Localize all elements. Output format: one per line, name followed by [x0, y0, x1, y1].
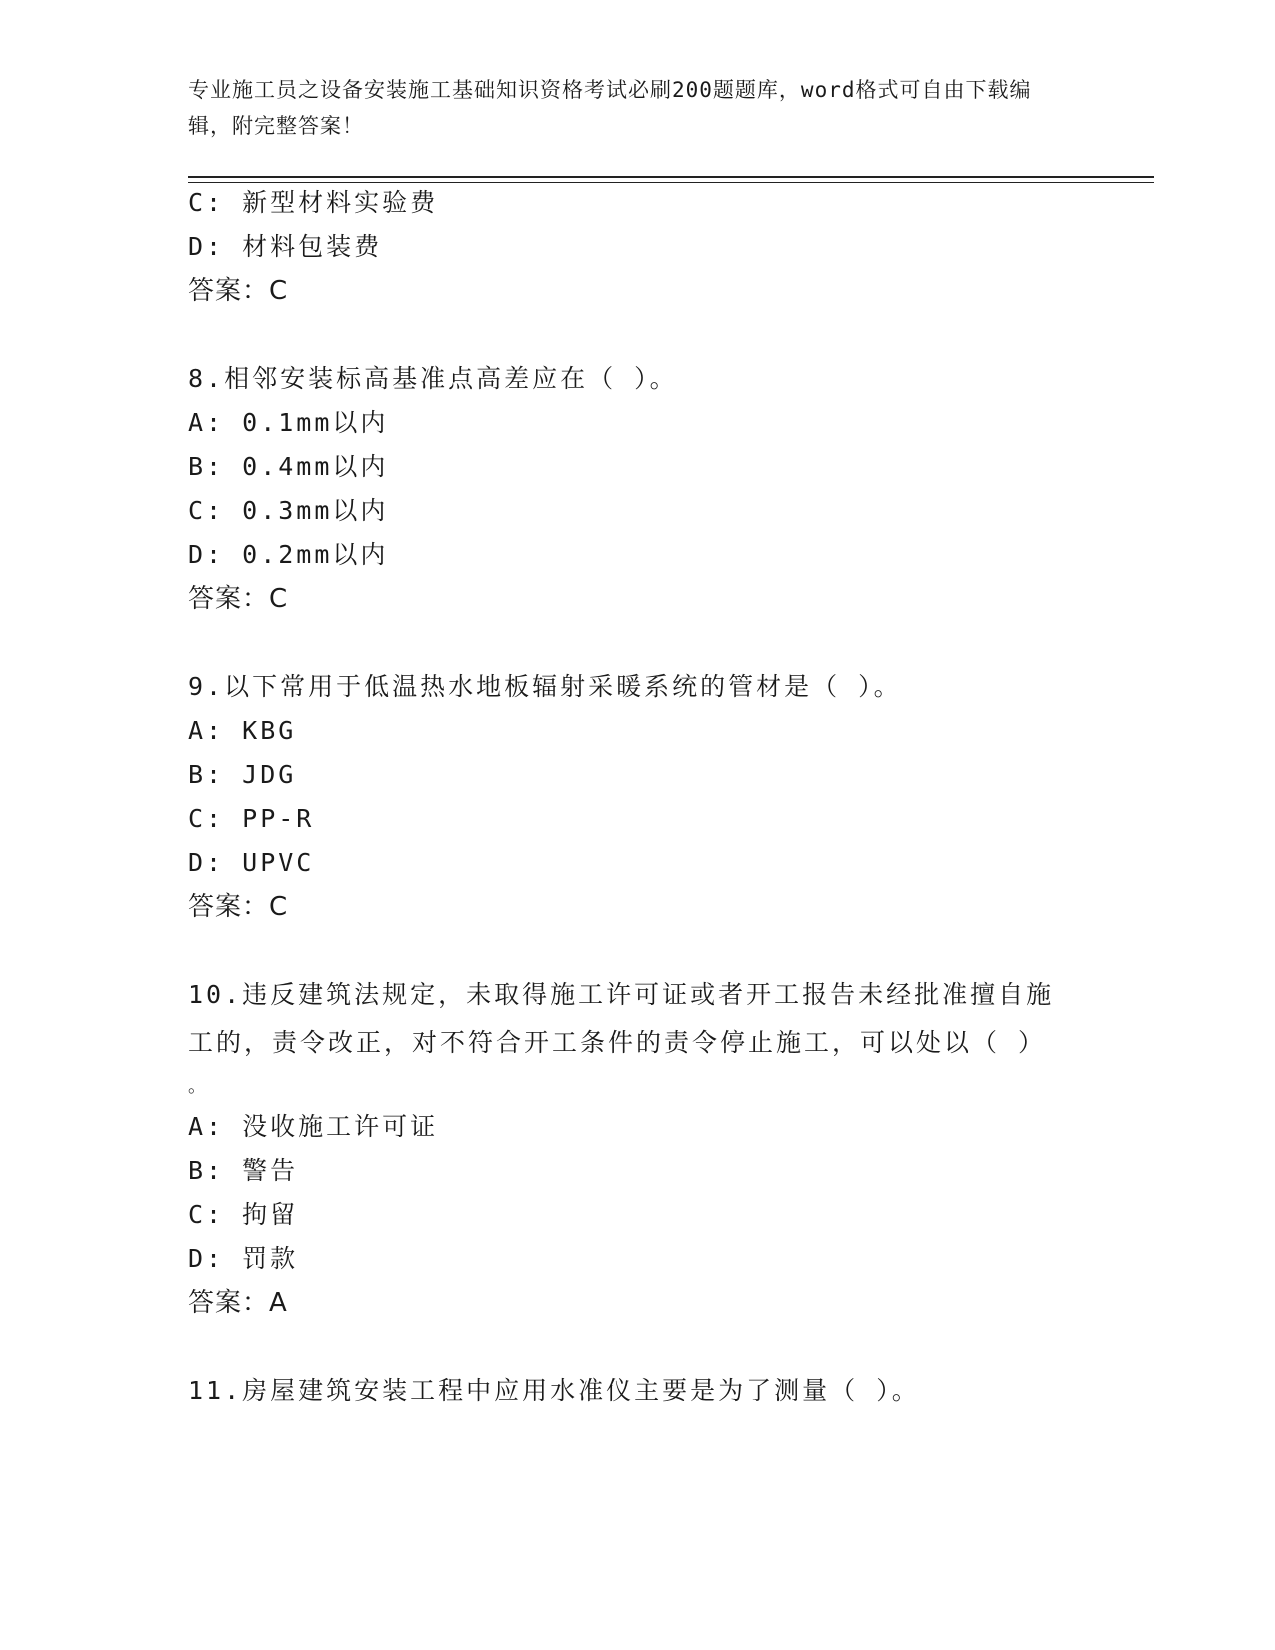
question-10-option-b: B: 警告: [188, 1156, 299, 1185]
question-9-stem: 9.以下常用于低温热水地板辐射采暖系统的管材是（ ）。: [188, 672, 902, 701]
question-9-option-d: D: UPVC: [188, 848, 315, 877]
question-9-answer: 答案：C: [188, 892, 289, 922]
header-divider-thick: [188, 176, 1154, 178]
answer-label: 答案：C: [188, 276, 289, 306]
question-9-option-c: C: PP-R: [188, 804, 315, 833]
question-10-stem-line-1: 10.违反建筑法规定，未取得施工许可证或者开工报告未经批准擅自施: [188, 980, 1055, 1009]
question-10-option-c: C: 拘留: [188, 1200, 299, 1229]
question-10-answer: 答案：A: [188, 1288, 288, 1318]
question-8-stem: 8.相邻安装标高基准点高差应在（ ）。: [188, 364, 678, 393]
question-11-stem: 11.房屋建筑安装工程中应用水准仪主要是为了测量（ ）。: [188, 1376, 920, 1405]
question-10-option-a: A: 没收施工许可证: [188, 1112, 439, 1141]
question-10-stem-line-3: 。: [188, 1076, 209, 1097]
question-10-stem-line-2: 工的，责令改正，对不符合开工条件的责令停止施工，可以处以（ ）: [188, 1028, 1047, 1057]
question-8-option-a: A: 0.1mm以内: [188, 408, 389, 437]
question-8-answer: 答案：C: [188, 584, 289, 614]
option-c: C: 新型材料实验费: [188, 188, 439, 217]
question-10-option-d: D: 罚款: [188, 1244, 299, 1273]
question-9-option-b: B: JDG: [188, 760, 297, 789]
document-header: 专业施工员之设备安装施工基础知识资格考试必刷200题题库，word格式可自由下载编辑，附完整答案！: [188, 78, 1032, 138]
header-divider-thin: [188, 182, 1154, 183]
question-8-option-c: C: 0.3mm以内: [188, 496, 389, 525]
question-9-option-a: A: KBG: [188, 716, 297, 745]
option-d: D: 材料包装费: [188, 232, 383, 261]
question-8-option-d: D: 0.2mm以内: [188, 540, 389, 569]
question-8-option-b: B: 0.4mm以内: [188, 452, 389, 481]
